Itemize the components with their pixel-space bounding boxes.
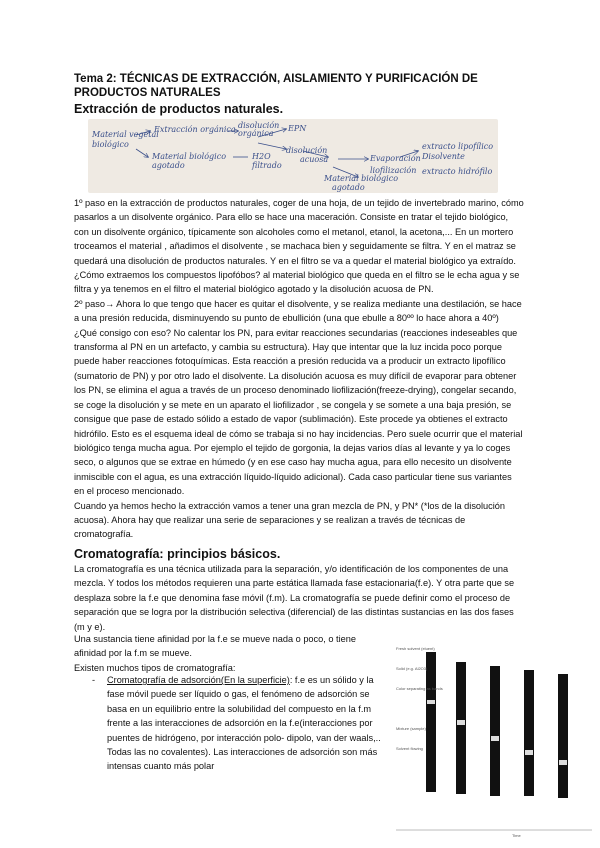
extraction-text: [74, 196, 524, 542]
paragraph-chromatography: La cromatografía es una técnica utilizada para la separación, y/o identificación de los componentes de una mezcla. Y todos los métodos requieren una parte estática llamada fase estacionaria(f.e). Y otra parte que se desplaza sobre la f.e que denomina fase móvil (f.m). La cromatografía se puede definir como el proceso de separación que se logra por la distribución selectiva (diferencial) de las distintas sustancias en las dos fases (m y e).: [74, 564, 515, 632]
note-15: liofilización: [370, 166, 417, 175]
note-8: H2O: [252, 152, 271, 161]
paragraph-affinity: Una sustancia tiene afinidad por la f.e se mueve nada o poco, o tiene afinidad por la f.m se mueve.: [74, 634, 356, 659]
band: [491, 736, 499, 741]
note-1: biológico: [92, 140, 129, 149]
paragraph-types: Existen muchos tipos de cromatografía:: [74, 662, 236, 673]
handwritten-diagram: [88, 119, 498, 193]
figure-label: Color separating as bands: [396, 686, 443, 691]
note-17: Material biológico: [324, 174, 399, 183]
page-title: Tema 2: TÉCNICAS DE EXTRACCIÓN, AISLAMIENTO Y PURIFICACIÓN DE PRODUCTOS NATURALES: [74, 73, 478, 99]
note-3: disolución: [238, 121, 280, 130]
note-18: agotado: [332, 183, 365, 192]
affinity-text: [74, 632, 384, 675]
list-item-term: Cromatografía de adsorción(En la superficie): [107, 675, 290, 685]
column-5: [558, 674, 568, 798]
figure-label: Solid (e.g. Al2O3): [396, 666, 428, 671]
note-13: extracto lipofílico: [422, 142, 494, 151]
list-bullet: -: [92, 675, 96, 685]
list-item: [107, 673, 389, 774]
note-2: Extracción orgánica: [154, 125, 236, 134]
note-10: disolución: [286, 146, 328, 155]
figure-label: Mixture (sample): [396, 726, 426, 731]
chromatography-text: [74, 562, 524, 634]
band: [427, 700, 435, 704]
paragraph-step2: 2º paso→ Ahora lo que tengo que hacer es quitar el disolvente, y se realiza mediante una destilación, se hace a una presión reducida, disminuyendo su punto de ebullición (una que ebulle a 80ºº lo hace ahora a 40º) ¿Qué consigo con eso? No calentar los PN, para evitar reacciones secundarias (reacciones indeseables que transforma al PN en un artefacto, y cambia su estructura). Hay que intentar que la luz incida poco porque puede haber reacciones fotoquímicas. Esta reacción a presión reducida va a producir un extracto lipofílico (sumatorio de PN) y por otro lado el disolvente. La disolución acuosa es muy difícil de evaporar para obtener los PN, se elimina el agua a través de un proceso denominado liofilización(freeze-drying), congelar secando, se coge la disolución y se mete en un aparato el liofilizador , se congela y se somete a una baja presión, se consigue que pase de estado sólido a estado de vapor (sublimación). Este procede ya obtienes el extracto hidrófilo. Esto es el esquema ideal de cómo se trabaja si no hay incidencias. Pero suele ocurrir que el material biológico tenga mucha agua. Por ejemplo el tejido de gorgonia, la dejas varios días al levante y ya lo coges seco, o algunos que se extrae en húmedo (y en ese caso hay mucha agua, para ello necesito un disolvente inmiscible con el agua, es una extracción líquido-líquido adicional). Cada caso particular tiene sus variantes en el proceso mencionado.: [74, 298, 523, 497]
note-5: EPN: [288, 124, 307, 133]
list-item-text: : f.e es un sólido y la fase móvil puede ser líquido o gas, el fenómeno de adsorción se basa en un equilibrio entre la solubilidad del compuesto en la f.m frente a las interacciones de adsorción en la f.e(interacciones por puentes de hidrógeno, por interacción polo- dipolo, van der waals,.. Todas las no covalentes). Las interacciones de adsorción son más intensas cuanto más polar: [107, 675, 381, 772]
band: [457, 720, 465, 725]
paragraph-summary: Cuando ya hemos hecho la extracción vamos a tener una gran mezcla de PN, y PN* (*los de la disolución acuosa). Ahora hay que realizar una serie de separaciones y se realizan a través de técnicas de cromatografía.: [74, 500, 506, 540]
note-0: Material vegetal: [92, 130, 159, 139]
section-heading-extraction: Extracción de productos naturales.: [74, 102, 284, 116]
column-2: [456, 662, 466, 794]
note-9: filtrado: [252, 161, 282, 170]
figure-label: Fresh solvent (eluent): [396, 646, 435, 651]
column-3: [490, 666, 500, 796]
chromatography-column-figure: [396, 640, 594, 840]
note-12: Evaporación: [370, 154, 421, 163]
note-11: acuosa: [300, 155, 329, 164]
figure-label: Time: [512, 833, 521, 838]
note-16: extracto hidrófilo: [422, 167, 493, 176]
note-6: Material biológico: [152, 152, 227, 161]
column-4: [524, 670, 534, 796]
band: [559, 760, 567, 765]
column-1: [426, 652, 436, 792]
band: [525, 750, 533, 755]
note-14: Disolvente: [422, 152, 465, 161]
figure-label: Solvent flowing: [396, 746, 423, 751]
note-7: agotado: [152, 161, 185, 170]
section-heading-chromatography: Cromatografía: principios básicos.: [74, 547, 281, 561]
note-4: orgánica: [238, 129, 274, 138]
paragraph-step1: 1º paso en la extracción de productos naturales, coger de una hoja, de un tejido de invertebrado marino, cómo pasarlos a un disolvente orgánico. Para ello se hace una maceración. Consiste en tratar el tejido biológico, con un disolvente orgánico, típicamente son alcoholes como el metanol, etanol, la acetona,... En un mortero troceamos el material , añadimos el disolvente , se machaca bien y seguidamente se filtra. Y en el matraz se quedará una disolución de productos naturales. Y en el filtro se va a quedar el material biológico ya extraído. ¿Cómo extraemos los compuestos lipofóbos? al material biológico que queda en el filtro se le echa agua y se filtra y ya tenemos en el filtro el material biológico agotado y la disolución acuosa de PN.: [74, 198, 524, 295]
